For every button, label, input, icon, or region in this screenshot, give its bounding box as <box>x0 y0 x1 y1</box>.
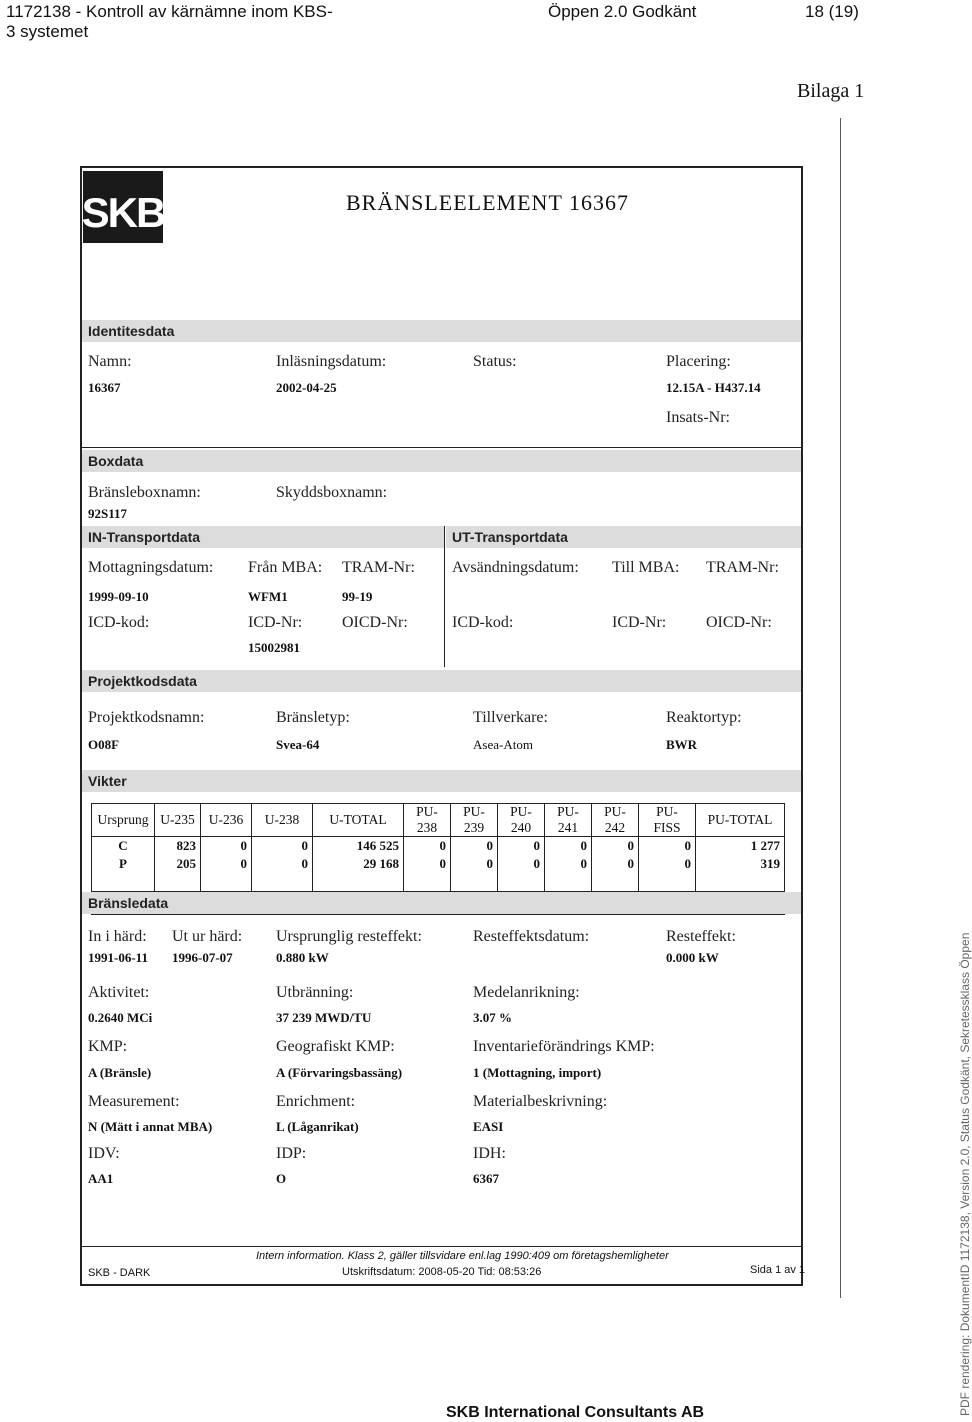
section-in-transport: IN-Transportdata <box>82 526 444 548</box>
receive-date-label: Mottagningsdatum: <box>88 559 214 576</box>
material-value: EASI <box>473 1119 504 1134</box>
fuel-type-label: Bränsletyp: <box>276 709 350 726</box>
table-cell: 0 <box>252 837 313 856</box>
mean-enrichment-label: Medelanrikning: <box>473 984 580 1001</box>
oicd-label: OICD-Nr: <box>342 614 408 631</box>
table-cell: 0 <box>592 855 639 873</box>
table-cell: 0 <box>592 837 639 856</box>
kmp-label: KMP: <box>88 1038 128 1055</box>
project-name-label: Projektkodsnamn: <box>88 709 205 726</box>
idp-value: O <box>276 1171 287 1186</box>
table-header: U-236 <box>201 804 252 837</box>
icd-number-value: 15002981 <box>248 640 300 655</box>
residual-date-label: Resteffektsdatum: <box>473 928 590 945</box>
reactor-type-value: BWR <box>666 737 698 752</box>
residual-effect-value: 0.000 kW <box>666 950 719 965</box>
table-header: PU-241 <box>545 804 592 837</box>
section-project: Projektkodsdata <box>82 670 801 692</box>
weights-header-row <box>92 804 785 837</box>
table-cell: 146 525 <box>313 837 404 856</box>
original-residual-label: Ursprunglig resteffekt: <box>276 928 422 945</box>
table-header: PU-240 <box>498 804 545 837</box>
table-header: PU-242 <box>592 804 639 837</box>
core-in-value: 1991-06-11 <box>88 950 148 965</box>
table-header: U-235 <box>155 804 201 837</box>
manufacturer-value: Asea-Atom <box>473 737 533 752</box>
name-label: Namn: <box>88 353 132 370</box>
table-cell: 0 <box>639 837 696 856</box>
section-out-transport: UT-Transportdata <box>446 526 801 548</box>
idh-label: IDH: <box>473 1145 506 1162</box>
measurement-value: N (Mätt i annat MBA) <box>88 1119 213 1134</box>
read-date-value: 2002-04-25 <box>276 380 337 395</box>
print-timestamp: Utskriftsdatum: 2008-05-20 Tid: 08:53:26 <box>342 1266 542 1278</box>
table-cell: 29 168 <box>313 855 404 873</box>
document-title: 1172138 - Kontroll av kärnämne inom KBS-3 systemet <box>6 2 333 41</box>
to-mba-label: Till MBA: <box>612 559 680 576</box>
table-cell: 0 <box>498 837 545 856</box>
original-residual-value: 0.880 kW <box>276 950 329 965</box>
page-number: 18 (19) <box>805 2 859 21</box>
manufacturer-label: Tillverkare: <box>473 709 548 726</box>
idv-value: AA1 <box>88 1171 114 1186</box>
table-cell: C <box>92 837 155 856</box>
table-header: U-238 <box>252 804 313 837</box>
table-cell: 0 <box>545 837 592 856</box>
reactor-type-label: Reaktortyp: <box>666 709 742 726</box>
table-header: U-TOTAL <box>313 804 404 837</box>
idv-label: IDV: <box>88 1145 120 1162</box>
burnup-value: 37 239 MWD/TU <box>276 1010 372 1025</box>
document-status: Öppen 2.0 Godkänt <box>548 2 697 21</box>
appendix-label: Bilaga 1 <box>797 80 865 102</box>
tram-value: 99-19 <box>342 589 373 604</box>
fuel-box-label: Bränsleboxnamn: <box>88 484 201 501</box>
section-weights: Vikter <box>82 770 801 792</box>
margin-line <box>840 118 841 1298</box>
form-title: BRÄNSLEELEMENT 16367 <box>346 190 629 215</box>
name-value: 16367 <box>88 380 121 395</box>
table-header: PU-FISS <box>639 804 696 837</box>
table-cell: 0 <box>404 837 451 856</box>
send-date-label: Avsändningsdatum: <box>452 559 579 576</box>
status-label: Status: <box>473 353 517 370</box>
table-header: Ursprung <box>92 804 155 837</box>
transport-divider <box>444 526 445 667</box>
core-out-label: Ut ur härd: <box>172 928 243 945</box>
protection-box-label: Skyddsboxnamn: <box>276 484 388 501</box>
idh-value: 6367 <box>473 1171 499 1186</box>
receive-date-value: 1999-09-10 <box>88 589 149 604</box>
table-cell: 205 <box>155 855 201 873</box>
table-cell: 0 <box>498 855 545 873</box>
from-mba-value: WFM1 <box>248 589 288 604</box>
classification-note: Intern information. Klass 2, gäller tillsvidare enl.lag 1990:409 om företagshemligheter <box>256 1250 669 1262</box>
material-label: Materialbeskrivning: <box>473 1093 608 1110</box>
out-icd-number-label: ICD-Nr: <box>612 614 667 631</box>
core-in-label: In i härd: <box>88 928 147 945</box>
out-tram-label: TRAM-Nr: <box>706 559 779 576</box>
enrichment-value: L (Låganrikat) <box>276 1119 359 1134</box>
inventory-kmp-value: 1 (Mottagning, import) <box>473 1065 602 1080</box>
form-page-number: Sida 1 av 1 <box>750 1264 806 1276</box>
residual-effect-label: Resteffekt: <box>666 928 736 945</box>
inventory-kmp-label: Inventarieförändrings KMP: <box>473 1038 655 1055</box>
tram-label: TRAM-Nr: <box>342 559 415 576</box>
placement-label: Placering: <box>666 353 731 370</box>
core-out-value: 1996-07-07 <box>172 950 233 965</box>
table-row <box>92 837 785 856</box>
section-identity: Identitesdata <box>82 320 801 342</box>
section-fuel: Bränsledata <box>82 892 801 914</box>
mean-enrichment-value: 3.07 % <box>473 1010 512 1025</box>
enrichment-label: Enrichment: <box>276 1093 356 1110</box>
geo-kmp-label: Geografiskt KMP: <box>276 1038 395 1055</box>
table-cell: 1 277 <box>696 837 785 856</box>
table-cell: 0 <box>252 855 313 873</box>
table-cell: 0 <box>404 855 451 873</box>
activity-value: 0.2640 MCi <box>88 1010 153 1025</box>
company-name: SKB International Consultants AB <box>446 1404 705 1421</box>
table-header: PU-238 <box>404 804 451 837</box>
pdf-rendering-note: PDF rendering: DokumentID 1172138, Version 2.0, Status Godkänt, Sekretessklass Öppen <box>958 932 972 1416</box>
table-header: PU-TOTAL <box>696 804 785 837</box>
table-cell: 0 <box>451 855 498 873</box>
table-header: PU-239 <box>451 804 498 837</box>
table-cell: 823 <box>155 837 201 856</box>
icd-code-label: ICD-kod: <box>88 614 150 631</box>
kmp-value: A (Bränsle) <box>88 1065 152 1080</box>
fuel-type-value: Svea-64 <box>276 737 320 752</box>
project-name-value: O08F <box>88 737 120 752</box>
placement-value: 12.15A - H437.14 <box>666 380 761 395</box>
table-cell: 0 <box>201 837 252 856</box>
footer-divider <box>82 1246 801 1247</box>
table-row <box>92 855 785 873</box>
skb-logo: SKB <box>83 171 163 243</box>
read-date-label: Inläsningsdatum: <box>276 353 387 370</box>
section-box: Boxdata <box>82 450 801 472</box>
table-cell: 0 <box>639 855 696 873</box>
table-cell: P <box>92 855 155 873</box>
activity-label: Aktivitet: <box>88 984 150 1001</box>
table-cell: 0 <box>451 837 498 856</box>
icd-number-label: ICD-Nr: <box>248 614 303 631</box>
measurement-label: Measurement: <box>88 1093 180 1110</box>
organization-label: SKB - DARK <box>88 1267 151 1279</box>
out-icd-code-label: ICD-kod: <box>452 614 514 631</box>
fuel-box-value: 92S117 <box>88 506 128 521</box>
table-spacer-row <box>92 873 785 892</box>
table-cell: 319 <box>696 855 785 873</box>
burnup-label: Utbränning: <box>276 984 354 1001</box>
from-mba-label: Från MBA: <box>248 559 323 576</box>
geo-kmp-value: A (Förvaringsbassäng) <box>276 1065 403 1080</box>
table-cell: 0 <box>201 855 252 873</box>
insert-number-label: Insats-Nr: <box>666 409 730 426</box>
table-cell: 0 <box>545 855 592 873</box>
divider <box>82 447 801 448</box>
idp-label: IDP: <box>276 1145 307 1162</box>
out-oicd-label: OICD-Nr: <box>706 614 772 631</box>
